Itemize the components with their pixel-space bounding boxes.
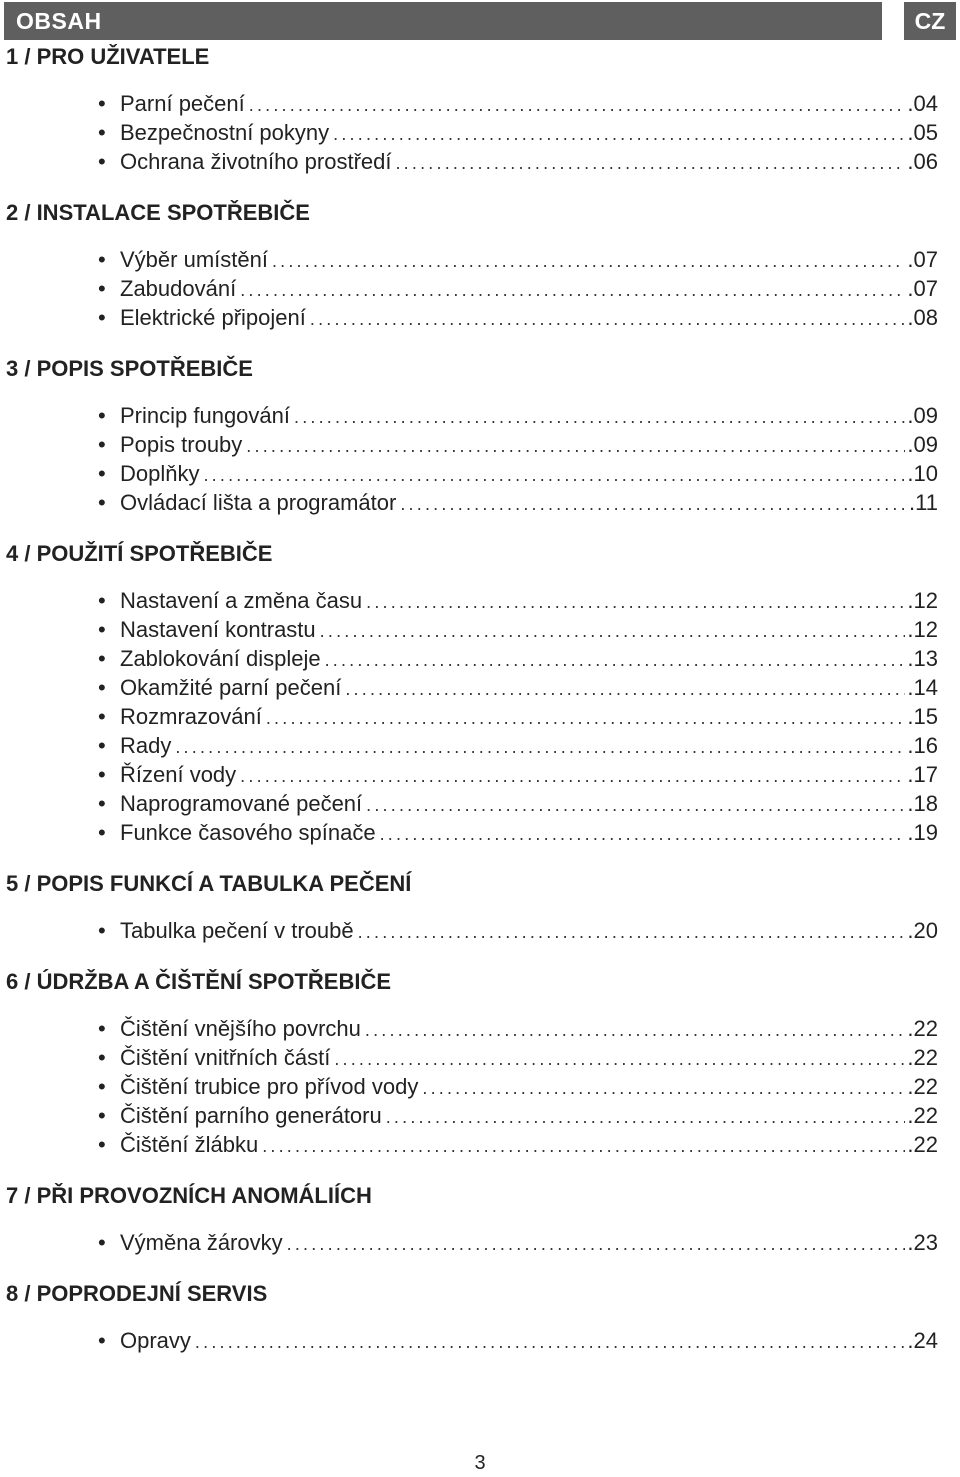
entry-page-number: .22 — [907, 1074, 938, 1099]
dot-leader — [333, 120, 905, 149]
dot-leader — [320, 617, 906, 646]
toc-entry[interactable] — [98, 89, 938, 118]
dot-leader — [310, 305, 906, 334]
dot-leader — [400, 490, 907, 519]
dot-leader — [365, 1016, 906, 1045]
dot-leader — [334, 1045, 905, 1074]
entry-label: Nastavení kontrastu — [120, 617, 316, 642]
dot-leader — [395, 149, 905, 178]
entry-label: Rozmrazování — [120, 704, 262, 729]
bullet-icon: • — [98, 791, 106, 816]
entry-page-number: .09 — [907, 432, 938, 457]
dot-leader — [272, 247, 905, 276]
dot-leader — [195, 1328, 905, 1357]
entry-label: Ochrana životního prostředí — [120, 149, 392, 174]
toc-entry[interactable] — [98, 1014, 938, 1043]
bullet-icon: • — [98, 646, 106, 671]
dot-leader — [240, 762, 905, 791]
toc-entry[interactable] — [98, 303, 938, 332]
toc-entry[interactable] — [98, 615, 938, 644]
toc-entry[interactable] — [98, 586, 938, 615]
entry-page-number: .14 — [907, 675, 938, 700]
toc-entry[interactable] — [98, 1326, 938, 1355]
bullet-icon: • — [98, 820, 106, 845]
entry-label: Bezpečnostní pokyny — [120, 120, 330, 145]
dot-leader — [240, 276, 905, 305]
entry-page-number: .22 — [907, 1132, 938, 1157]
entry-page-number: .24 — [907, 1328, 938, 1353]
toc-entry[interactable] — [98, 644, 938, 673]
toc-entry[interactable] — [98, 430, 938, 459]
section-items — [6, 89, 938, 176]
bullet-icon: • — [98, 704, 106, 729]
entry-page-number: .22 — [907, 1045, 938, 1070]
toc-entry[interactable] — [98, 760, 938, 789]
language-badge: CZ — [904, 2, 956, 40]
entry-page-number: .12 — [907, 617, 938, 642]
toc-section — [6, 969, 938, 1159]
toc-section — [6, 44, 938, 176]
entry-label: Čištění parního generátoru — [120, 1103, 382, 1128]
entry-label: Výběr umístění — [120, 247, 268, 272]
bullet-icon: • — [98, 762, 106, 787]
entry-label: Parní pečení — [120, 91, 245, 116]
entry-page-number: .07 — [907, 276, 938, 301]
entry-page-number: .08 — [907, 305, 938, 330]
toc-entry[interactable] — [98, 702, 938, 731]
section-title: 3 / POPIS SPOTŘEBIČE — [6, 356, 253, 381]
section-items — [6, 1014, 938, 1159]
entry-page-number: .23 — [907, 1230, 938, 1255]
entry-label: Princip fungování — [120, 403, 290, 428]
toc-section — [6, 541, 938, 847]
entry-label: Popis trouby — [120, 432, 243, 457]
entry-label: Zablokování displeje — [120, 646, 321, 671]
entry-page-number: .18 — [907, 791, 938, 816]
bullet-icon: • — [98, 918, 106, 943]
entry-label: Naprogramované pečení — [120, 791, 363, 816]
entry-page-number: .20 — [907, 918, 938, 943]
bullet-icon: • — [98, 305, 106, 330]
entry-label: Nastavení a změna času — [120, 588, 363, 613]
entry-label: Rady — [120, 733, 172, 758]
page-header — [4, 2, 956, 40]
table-of-contents — [6, 44, 938, 1355]
entry-page-number: .22 — [907, 1103, 938, 1128]
entry-page-number: .17 — [907, 762, 938, 787]
entry-page-number: .13 — [907, 646, 938, 671]
bullet-icon: • — [98, 675, 106, 700]
dot-leader — [325, 646, 906, 675]
dot-leader — [175, 733, 905, 762]
entry-label: Čištění trubice pro přívod vody — [120, 1074, 419, 1099]
dot-leader — [287, 1230, 906, 1259]
bullet-icon: • — [98, 276, 106, 301]
entry-label: Řízení vody — [120, 762, 237, 787]
bullet-icon: • — [98, 461, 106, 486]
entry-label: Funkce časového spínače — [120, 820, 376, 845]
entry-label: Opravy — [120, 1328, 191, 1353]
entry-label: Ovládací lišta a programátor — [120, 490, 397, 515]
toc-entry[interactable] — [98, 147, 938, 176]
section-title: 2 / INSTALACE SPOTŘEBIČE — [6, 200, 310, 225]
section-items — [6, 1228, 938, 1257]
toc-entry[interactable] — [98, 818, 938, 847]
dot-leader — [366, 791, 905, 820]
dot-leader — [262, 1132, 905, 1161]
section-items — [6, 401, 938, 517]
toc-section — [6, 871, 938, 945]
toc-entry[interactable] — [98, 245, 938, 274]
entry-page-number: .16 — [907, 733, 938, 758]
entry-page-number: .11 — [909, 490, 938, 515]
bullet-icon: • — [98, 403, 106, 428]
bullet-icon: • — [98, 247, 106, 272]
entry-page-number: .09 — [907, 403, 938, 428]
dot-leader — [422, 1074, 905, 1103]
entry-label: Tabulka pečení v troubě — [120, 918, 354, 943]
section-items — [6, 586, 938, 847]
toc-entry[interactable] — [98, 488, 938, 517]
dot-leader — [203, 461, 905, 490]
entry-label: Okamžité parní pečení — [120, 675, 342, 700]
toc-entry[interactable] — [98, 1043, 938, 1072]
toc-entry[interactable] — [98, 731, 938, 760]
entry-label: Elektrické připojení — [120, 305, 306, 330]
toc-entry[interactable] — [98, 789, 938, 818]
page-number: 3 — [474, 1452, 486, 1474]
section-items — [6, 916, 938, 945]
dot-leader — [246, 432, 905, 461]
dot-leader — [386, 1103, 906, 1132]
entry-label: Čištění vnitřních částí — [120, 1045, 331, 1070]
section-title: 4 / POUŽITÍ SPOTŘEBIČE — [6, 541, 273, 566]
entry-page-number: .15 — [907, 704, 938, 729]
toc-entry[interactable] — [98, 459, 938, 488]
entry-page-number: .07 — [907, 247, 938, 272]
bullet-icon: • — [98, 1045, 106, 1070]
entry-label: Zabudování — [120, 276, 237, 301]
dot-leader — [366, 588, 905, 617]
bullet-icon: • — [98, 120, 106, 145]
dot-leader — [380, 820, 906, 849]
toc-entry[interactable] — [98, 1101, 938, 1130]
entry-page-number: .06 — [907, 149, 938, 174]
entry-page-number: .05 — [907, 120, 938, 145]
section-title: 1 / PRO UŽIVATELE — [6, 44, 210, 69]
section-title: 6 / ÚDRŽBA A ČIŠTĚNÍ SPOTŘEBIČE — [6, 969, 392, 994]
toc-entry[interactable] — [98, 118, 938, 147]
contents-title: OBSAH — [4, 2, 882, 40]
toc-entry[interactable] — [98, 401, 938, 430]
entry-page-number: .04 — [907, 91, 938, 116]
dot-leader — [249, 91, 906, 120]
toc-section — [6, 356, 938, 517]
entry-page-number: .10 — [907, 461, 938, 486]
bullet-icon: • — [98, 432, 106, 457]
toc-entry[interactable] — [98, 916, 938, 945]
toc-entry[interactable] — [98, 673, 938, 702]
bullet-icon: • — [98, 1230, 106, 1255]
dot-leader — [345, 675, 905, 704]
entry-page-number: .12 — [907, 588, 938, 613]
dot-leader — [294, 403, 905, 432]
section-items — [6, 1326, 938, 1355]
toc-section — [6, 1183, 938, 1257]
bullet-icon: • — [98, 91, 106, 116]
bullet-icon: • — [98, 490, 106, 515]
bullet-icon: • — [98, 149, 106, 174]
entry-label: Doplňky — [120, 461, 200, 486]
bullet-icon: • — [98, 1016, 106, 1041]
bullet-icon: • — [98, 1328, 106, 1353]
bullet-icon: • — [98, 1103, 106, 1128]
section-items — [6, 245, 938, 332]
toc-section — [6, 200, 938, 332]
entry-page-number: .22 — [907, 1016, 938, 1041]
entry-label: Čištění vnějšího povrchu — [120, 1016, 361, 1041]
entry-label: Čištění žlábku — [120, 1132, 259, 1157]
bullet-icon: • — [98, 1074, 106, 1099]
section-title: 7 / PŘI PROVOZNÍCH ANOMÁLIÍCH — [6, 1183, 372, 1208]
toc-entry[interactable] — [98, 1072, 938, 1101]
toc-entry[interactable] — [98, 1130, 938, 1159]
bullet-icon: • — [98, 733, 106, 758]
toc-section — [6, 1281, 938, 1355]
toc-entry[interactable] — [98, 1228, 938, 1257]
entry-label: Výměna žárovky — [120, 1230, 283, 1255]
entry-page-number: .19 — [907, 820, 938, 845]
section-title: 5 / POPIS FUNKCÍ A TABULKA PEČENÍ — [6, 871, 412, 896]
bullet-icon: • — [98, 1132, 106, 1157]
toc-entry[interactable] — [98, 274, 938, 303]
dot-leader — [358, 918, 906, 947]
dot-leader — [266, 704, 906, 733]
bullet-icon: • — [98, 588, 106, 613]
bullet-icon: • — [98, 617, 106, 642]
section-title: 8 / POPRODEJNÍ SERVIS — [6, 1281, 268, 1306]
